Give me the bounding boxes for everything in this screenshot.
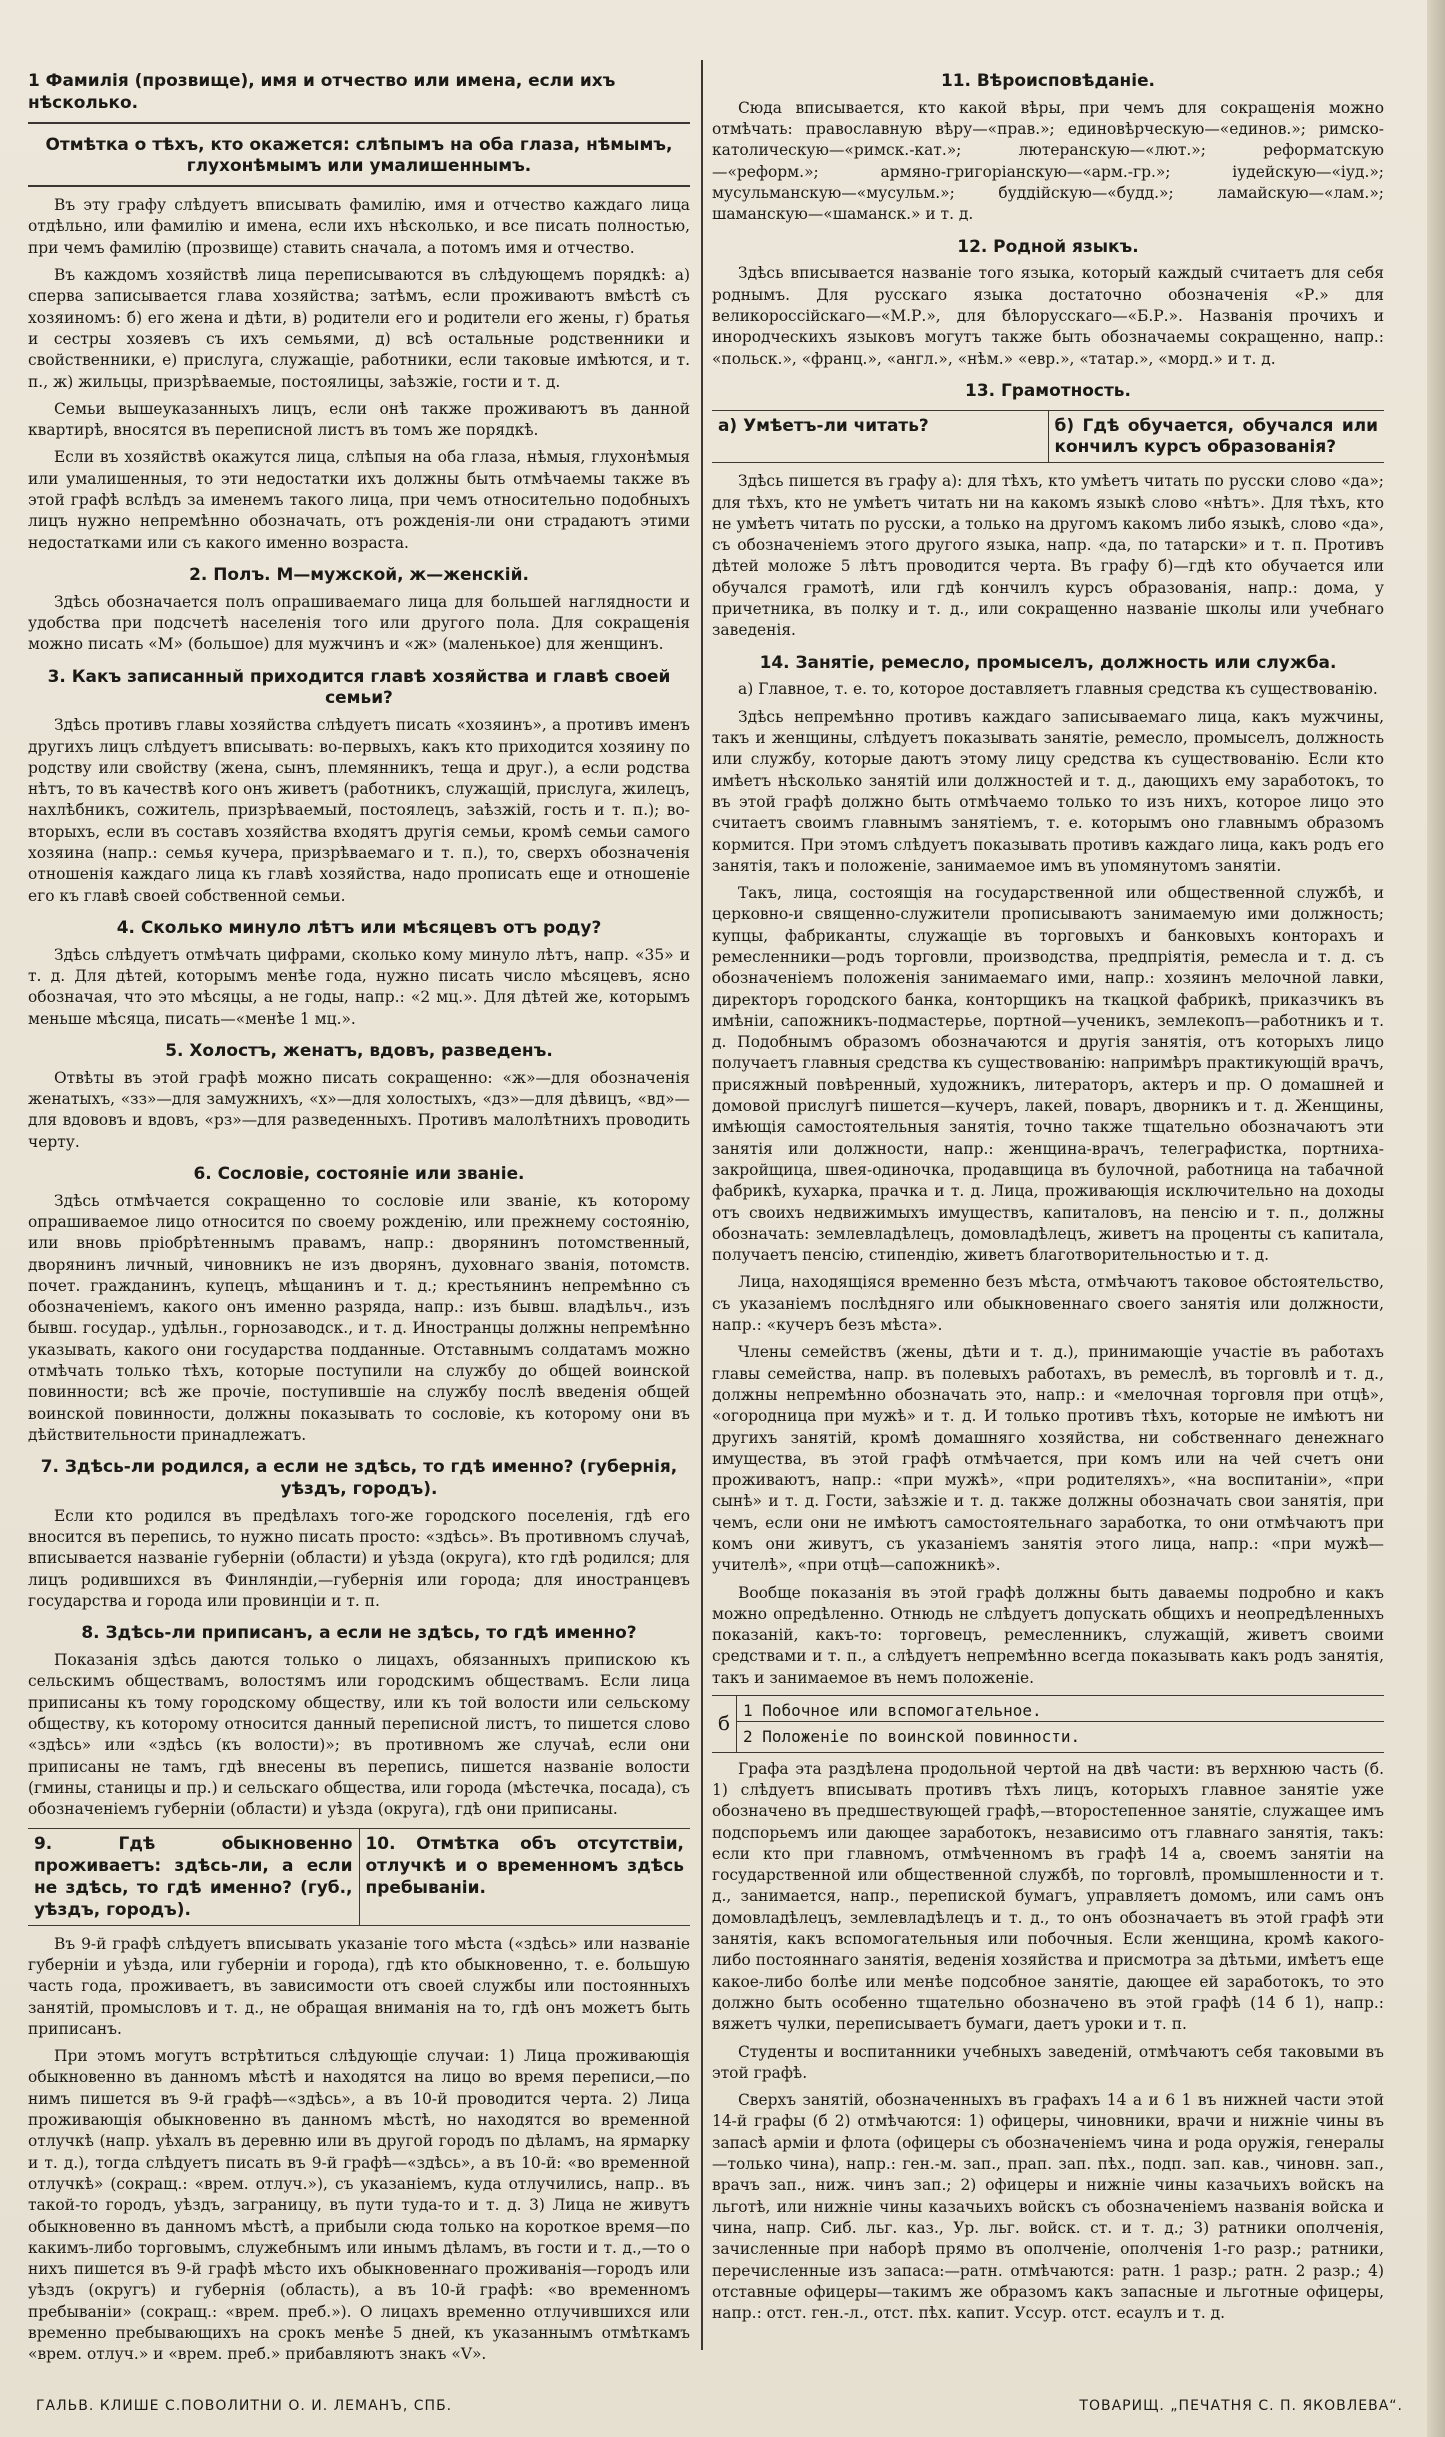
paragraph: Лица, находящіяся временно безъ мѣста, отмѣчаютъ таковое обстоятельство, съ указаніемъ послѣдняго или обыкновеннаго своего занятія или должности, напр.: «кучеръ безъ мѣста». <box>712 1273 1384 1335</box>
paragraph: Здѣсь непремѣнно противъ каждаго записываемаго лица, какъ мужчины, такъ и женщины, слѣдуетъ показывать занятіе, ремесло, промыселъ, должность или службу, которые даютъ этому лицу средства къ существованію. Если кто имѣетъ нѣсколько занятій или должностей и т. д., дающихъ ему заработокъ, то въ этой графѣ должно быть отмѣчаемо только то изъ нихъ, которое лицо это считаетъ своимъ главнымъ занятіемъ, т. е. которымъ оно главнымъ образомъ кормится. При этомъ слѣдуетъ показывать противъ каждаго лица, какъ родъ его занятія, такъ и положеніе, занимаемое имъ въ упомянутомъ занятіи. <box>712 707 1384 875</box>
section-13b-heading: б) Гдѣ обучается, обучался или кончилъ курсъ образованія? <box>1054 414 1378 457</box>
section-14b-letter: б <box>717 1711 731 1736</box>
printer-imprint-left: ГАЛЬВ. КЛИШЕ С.ПОВОЛИТНИ О. И. ЛЕМАНЪ, СПБ. <box>36 2398 453 2414</box>
section-14b2-heading: 2 Положеніе по воинской повинности. <box>743 1727 1081 1747</box>
paragraph: Въ 9-й графѣ слѣдуетъ вписывать указаніе того мѣста («здѣсь» или названіе губерніи и уѣзда, или губерніи и города), гдѣ кто обыкновенно, т. е. большую часть года, проживаетъ, въ зависимости отъ своей службы или постоянныхъ занятій, промысловъ и т. д., не обращая вниманія на то, гдѣ онъ можетъ быть приписанъ. <box>28 1934 690 2038</box>
rule <box>28 122 690 124</box>
section-14b1-heading: 1 Побочное или вспомогательное. <box>737 1700 1384 1722</box>
section-14b-header <box>712 1695 1384 1753</box>
section-14-heading: 14. Занятіе, ремесло, промыселъ, должность или служба. <box>759 651 1337 672</box>
section-7-heading: 7. Здѣсь-ли родился, а если не здѣсь, то гдѣ именно? (губернія, уѣздъ, городъ). <box>40 1456 678 1499</box>
left-column <box>28 60 690 2372</box>
paragraph: Показанія здѣсь даются только о лицахъ, обязанныхъ припискою къ сельскимъ обществамъ, волостямъ или городскимъ обществамъ. Если лица приписаны къ тому городскому обществу, или къ той волости или сельскому обществу, къ которому относится данный переписной листъ, то пишется слово «здѣсь» или «здѣсь (къ волости)»; въ противномъ же случаѣ, если они приписаны не тамъ, гдѣ внесены въ перепись, пишется названіе волости (гмины, станицы и пр.) и сельскаго общества, или города (мѣстечка, посада), съ обозначеніемъ губерніи (области) и уѣзда (округа), гдѣ они приписаны. <box>28 1651 690 1819</box>
section-13a-heading: а) Умѣетъ-ли читать? <box>712 411 1049 463</box>
paragraph: Сюда вписывается, кто какой вѣры, при чемъ для сокращенія можно отмѣчать: православную вѣру—«прав.»; единовѣрческую—«единов.»; римско-католическую—«римск.-кат.»; лютеранскую—«лют.»; реформатскую—«реформ.»; армяно-григоріанскую—«арм.-гр.»; іудейскую—«іуд.»; мусульманскую—«мусульм.»; буддійскую—«будд.»; ламайскую—«лам.»; шаманскую—«шаманск.» и т. д. <box>712 98 1384 224</box>
section-2-heading: 2. Полъ. М—мужской, ж—женскій. <box>189 563 529 584</box>
rule <box>28 185 690 187</box>
paragraph: Семьи вышеуказанныхъ лицъ, если онѣ также проживаютъ въ данной квартирѣ, вносятся въ переписной листъ въ томъ же порядкѣ. <box>28 399 690 440</box>
section-6-heading: 6. Сословіе, состояніе или званіе. <box>193 1162 525 1183</box>
right-column <box>712 60 1384 2330</box>
paragraph: Такъ, лица, состоящія на государственной или общественной службѣ, и церковно-и священно-служители прописываютъ занимаемую ими должность; купцы, фабриканты, служащіе въ торговыхъ и банковыхъ конторахъ и ремесленники—родъ торговли, производства, предпріятія, ремесла и т. д. съ обозначеніемъ положенія занимаемаго ими, напр.: хозяинъ мелочной лавки, директоръ городского банка, конторщикъ на ткацкой фабрикѣ, приказчикъ въ имѣніи, сапожникъ-подмастерье, портной—ученикъ, землекопъ—работникъ и т. д. Подобнымъ образомъ обозначаются и другія занятія, отъ которыхъ лицо получаетъ главныя средства къ существованію: напримѣръ практикующій врачъ, присяжный повѣренный, художникъ, литераторъ, актеръ и пр. О домашней и домовой прислугѣ пишется—кучеръ, лакей, поваръ, дворникъ и т. д. Женщины, имѣющія самостоятельныя занятія, точно также тщательно обозначаютъ эти занятія или должности, напр.: женщина-врачъ, телеграфистка, портниха-закройщица, швея-одиночка, продавщица въ булочной, работница на табачной фабрикѣ, кухарка, прачка и т. д. Лица, проживающія исключительно на доходы отъ своихъ недвижимыхъ имуществъ, капиталовъ, на пенсію и т. п., должны обозначать: землевладѣлецъ, домовладѣлецъ, живетъ на проценты съ капитала, получаетъ пенсію, стипендію, живетъ благотворительностью и т. д. <box>712 884 1384 1265</box>
section-13-columns <box>712 410 1384 464</box>
section-11-heading: 11. Вѣроисповѣданіе. <box>940 70 1155 90</box>
paragraph: Въ каждомъ хозяйствѣ лица переписываются въ слѣдующемъ порядкѣ: а) сперва записывается глава хозяйства; затѣмъ, если проживаютъ вмѣстѣ съ хозяиномъ: б) его жена и дѣти, в) родители его и родители его жены, г) братья и сестры хозяевъ съ ихъ семьями, д) всѣ остальные родственники и свойственники, е) прислуга, служащіе, работники, если таковые имѣются, и т. п., ж) жильцы, призрѣваемые, постоялицы, заѣзжіе, гости и т. д. <box>28 266 690 391</box>
section-9-heading: 9. Гдѣ обыкновенно проживаетъ: здѣсь-ли, а если не здѣсь, то гдѣ именно? (губ., уѣздъ, городъ). <box>28 1829 360 1924</box>
section-1-heading: 1 Фамилія (прозвище), имя и отчество или имена, если ихъ нѣсколько. <box>28 70 616 112</box>
paragraph: При этомъ могутъ встрѣтиться слѣдующіе случаи: 1) Лица проживающія обыкновенно въ данномъ мѣстѣ и находятся на лицо во время переписи,—по нимъ пишется въ 9-й графѣ—«здѣсь», а въ 10-й проводится черта. 2) Лица проживающія обыкновенно въ данномъ мѣстѣ, но находятся во временной отлучкѣ (напр. уѣхалъ въ деревню или въ другой городъ по дѣламъ, на ярмарку и т. д.), тогда слѣдуетъ писать въ 9-й графѣ—«здѣсь», а въ 10-й: «во временной отлучкѣ» (сокращ.: «врем. отлуч.»), съ указаніемъ, куда отлучились, напр.. въ такой-то городъ, уѣздъ, заграницу, въ пути туда-то и т. д. 3) Лица не живутъ обыкновенно въ данномъ мѣстѣ, а прибыли сюда только на короткое время—по какимъ-либо торговымъ, служебнымъ или инымъ дѣламъ, въ гости и т. д.,—то о нихъ пишется въ 9-й графѣ мѣсто ихъ обыкновеннаго проживанія—городъ или уѣздъ (округъ) и губернія (область), а въ 10-й графѣ: «во временномъ пребываніи» (сокращ.: «врем. преб.»). О лицахъ временно отлучившихся или временно пребывающихъ на срокъ менѣе 5 дней, къ указаннымъ отмѣткамъ «врем. отлуч.» и «врем. преб.» прибавляютъ знакъ «V». <box>28 2047 690 2364</box>
printer-imprint-right: ТОВАРИЩ. „ПЕЧАТНЯ С. П. ЯКОВЛЕВА“. <box>1079 2398 1403 2414</box>
paragraph: Студенты и воспитанники учебныхъ заведеній, отмѣчаютъ себя таковыми въ этой графѣ. <box>712 2042 1384 2082</box>
paragraph: Здѣсь слѣдуетъ отмѣчать цифрами, сколько кому минуло лѣтъ, напр. «35» и т. д. Для дѣтей, которымъ менѣе года, нужно писать число мѣсяцевъ, ясно обозначая, что это мѣсяцы, а не годы, напр.: «2 мц.». Для дѣтей же, которымъ меньше мѣсяца, писать—«менѣе 1 мц.». <box>28 945 690 1028</box>
paragraph: Въ эту графу слѣдуетъ вписывать фамилію, имя и отчество каждаго лица отдѣльно, или фамилію и имена, если ихъ нѣсколько, и все писать полностью, при чемъ фамилію (прозвище) ставить сначала, а потомъ имя и отчество. <box>28 196 690 257</box>
paragraph: Здѣсь отмѣчается сокращенно то сословіе или званіе, къ которому опрашиваемое лицо относится по своему рожденію, или прежнему состоянію, или вновь пріобрѣтеннымъ правамъ, напр.: дворянинъ потомственный, дворянинъ личный, чиновникъ не изъ дворянъ, духовнаго званія, потомств. почет. гражданинъ, купецъ, мѣщанинъ и т. д.; крестьянинъ непремѣнно съ обозначеніемъ, какого онъ именно разряда, напр.: изъ бывш. владѣльч., изъ бывш. государ., удѣльн., горнозаводск., и т. д. Иностранцы должны непремѣнно указывать, какого они государства подданные. Отставнымъ солдатамъ можно отмѣчать только тѣхъ, которые поступили на службу до общей воинской повинности; всѣ же прочіе, поступившіе на службу послѣ введенія общей воинской повинности, должны показывать то сословіе, къ которому они въ дѣйствительности принадлежатъ. <box>28 1191 690 1444</box>
paragraph: Здѣсь противъ главы хозяйства слѣдуетъ писать «хозяинъ», а противъ именъ другихъ лицъ слѣдуетъ вписывать: во-первыхъ, какъ кто приходится хозяину по родству или свойству (жена, сынъ, племянникъ, теща и друг.), а если родства нѣтъ, то въ качествѣ кого онъ живетъ (работникъ, служащій, прислуга, жилецъ, нахлѣбникъ, сожитель, призрѣваемый, постоялецъ, заѣзжій, гость и т. п.); во-вторыхъ, если въ составъ хозяйства входятъ другія семьи, кромѣ семьи самого хозяина (напр.: семья кучера, призрѣваемаго и т. п.), то, сверхъ обозначенія отношенія каждаго лица къ главѣ хозяйства, надо прописать еще и отношеніе его къ главѣ своей собственной семьи. <box>28 716 690 905</box>
paragraph: Здѣсь обозначается полъ опрашиваемаго лица для большей наглядности и удобства при подсчетѣ населенія того или другого пола. Для сокращенія можно писать «М» (большое) для мужчинъ и «ж» (маленькое) для женщинъ. <box>28 592 690 654</box>
section-3-heading: 3. Какъ записанный приходится главѣ хозяйства и главѣ своей семьи? <box>47 665 671 708</box>
section-10-heading: 10. Отмѣтка объ отсутствіи, отлучкѣ и о временномъ здѣсь пребываніи. <box>365 1833 684 1898</box>
sections-9-10-header <box>28 1828 690 1925</box>
section-1-subheading: Отмѣтка о тѣхъ, кто окажется: слѣпымъ на оба глаза, нѣмымъ, глухонѣмымъ или умалишеннымъ. <box>45 133 673 176</box>
paragraph: Сверхъ занятій, обозначенныхъ въ графахъ 14 а и 6 1 въ нижней части этой 14-й графы (б 2) отмѣчаются: 1) офицеры, чиновники, врачи и нижніе чины въ запасѣ арміи и флота (офицеры съ обозначеніемъ чина и рода оружія, генералы—только чина), напр.: ген.-м. зап., прап. зап. пѣх., подп. зап. кав., чиновн. зап., врачъ зап., ниж. чинъ зап.; 2) офицеры и нижніе чины казачьихъ войскъ на льготѣ, или нижніе чины казачьихъ войскъ съ обозначеніемъ названія войска и чина, напр. Сиб. льг. каз., Ур. льг. войск. ст. и т. д.; 3) ратники ополченія, зачисленные при наборѣ прямо въ ополченіе, ополченія 1-го разр.; ратники, перечисленные изъ запаса:—ратн. отмѣчаются: ратн. 1 разр.; ратн. 2 разр.; 4) отставные офицеры—такимъ же образомъ какъ запасные и льготные офицеры, напр.: отст. ген.-л., отст. пѣх. капит. Уссур. отст. есаулъ и т. д. <box>712 2091 1384 2323</box>
column-divider <box>701 60 703 2350</box>
paragraph: Вообще показанія въ этой графѣ должны быть даваемы подробно и какъ можно опредѣленно. Отнюдь не слѣдуетъ допускать общихъ и неопредѣленныхъ показаній, какъ-то: торговецъ, ремесленникъ, служащій, живетъ своими средствами и т. п., а слѣдуетъ непремѣнно всегда показывать какъ родъ занятія, такъ и занимаемое въ немъ положеніе. <box>712 1583 1384 1687</box>
page-edge <box>1427 0 1445 2437</box>
paragraph: Члены семействъ (жены, дѣти и т. д.), принимающіе участіе въ работахъ главы семейства, напр. въ полевыхъ работахъ, въ ремеслѣ, въ торговлѣ и т. д., должны непремѣнно обозначать это, напр.: и «мелочная торговля при отцѣ», «огородница при мужѣ» и т. д. И только противъ тѣхъ, которые не имѣютъ ни другихъ занятій, кромѣ домашняго хозяйства, ни собственнаго денежнаго имущества, въ этой графѣ отмѣчается, при комъ или на чей счетъ они проживаютъ, напр.: «при мужѣ», «при родителяхъ», «на воспитаніи», «при сынѣ» и т. д. Гости, заѣзжіе и т. д. также должны обозначать свои занятія, при чемъ, если они не имѣютъ самостоятельнаго заработка, то они отмѣчаютъ при комъ они живутъ, съ указаніемъ занятія этого лица, напр.: «при мужѣ—учителѣ», «при отцѣ—сапожникѣ». <box>712 1343 1384 1575</box>
section-5-heading: 5. Холостъ, женатъ, вдовъ, разведенъ. <box>165 1039 553 1060</box>
paragraph: Здѣсь вписывается названіе того языка, который каждый считаетъ для себя роднымъ. Для русскаго языка достаточно обозначенія «Р.» для великороссійскаго—«М.Р.», для бѣлорусскаго—«Б.Р.». Названія прочихъ и инородческихъ языковъ могутъ также быть обозначаемы сокращенно, напр.: «польск.», «франц.», «англ.», «нѣм.» «евр.», «татар.», «морд.» и т. д. <box>712 264 1384 368</box>
paragraph: Отвѣты въ этой графѣ можно писать сокращенно: «ж»—для обозначенія женатыхъ, «зз»—для замужнихъ, «х»—для холостыхъ, «дз»—для дѣвицъ, «вд»—для вдововъ и вдовъ, «рз»—для разведенныхъ. Противъ малолѣтнихъ проводить черту. <box>28 1068 690 1151</box>
section-8-heading: 8. Здѣсь-ли приписанъ, а если не здѣсь, то гдѣ именно? <box>81 1622 637 1643</box>
paragraph: Графа эта раздѣлена продольной чертой на двѣ части: въ верхнюю часть (б. 1) слѣдуетъ вписывать противъ тѣхъ лицъ, которыхъ главное занятіе уже обозначено въ предшествующей графѣ,—второстепенное занятіе, служащее имъ подспорьемъ или дающее заработокъ, независимо отъ главнаго занятія, такъ: если кто при главномъ, отмѣченномъ въ графѣ 14 а, своемъ занятіи на государственной или общественной службѣ, по торговлѣ, промышленности и т. д., занимается, напр., перепиской бумагъ, управляетъ домомъ, или самъ онъ домовладѣлецъ, землевладѣлецъ и т. д., то онъ обозначаетъ въ этой графѣ эти занятія, какъ вспомогательныя или побочныя. Если женщина, кромѣ какого-либо постояннаго занятія, веденія хозяйства и присмотра за дѣтьми, имѣетъ еще какое-либо болѣе или менѣе подсобное занятіе, дающее ей заработокъ, то это должно быть особенно тщательно обозначено въ этой графѣ (14 б 1), напр.: вяжетъ чулки, переписываетъ бумаги, даетъ уроки и т. п. <box>712 1759 1384 2034</box>
section-13-heading: 13. Грамотность. <box>965 379 1131 400</box>
section-14a-subheading: а) Главное, т. е. то, которое доставляетъ главныя средства къ существованію. <box>738 680 1378 699</box>
section-12-heading: 12. Родной языкъ. <box>957 235 1139 256</box>
paragraph: Если кто родился въ предѣлахъ того-же городского поселенія, гдѣ его вносится въ перепись, то нужно писать просто: «здѣсь». Въ противномъ случаѣ, вписывается названіе губерніи (области) и уѣзда (округа), кто гдѣ родился; для лицъ родившихся въ Финляндіи,—губернія или города; для иностранцевъ государства и города или провинціи и т. п. <box>28 1506 690 1610</box>
paragraph: Если въ хозяйствѣ окажутся лица, слѣпыя на оба глаза, нѣмыя, глухонѣмыя или умалишенныя, то эти недостатки ихъ должны быть отмѣчаемы также въ этой графѣ вслѣдъ за именемъ такого лица, при чемъ относительно подобныхъ лицъ нужно непремѣнно обозначать, отъ рожденія-ли они страдаютъ этими недостатками или съ какого именно возраста. <box>28 448 690 552</box>
paragraph: Здѣсь пишется въ графу а): для тѣхъ, кто умѣетъ читать по русски слово «да»; для тѣхъ, кто не умѣетъ читать ни на какомъ языкѣ слово «нѣтъ». Для тѣхъ, кто не умѣетъ читать по русски, а только на другомъ какомъ либо языкѣ, слово «да», съ обозначеніемъ этого другого языка, напр. «да, по татарски» и т. п. Противъ дѣтей моложе 5 лѣтъ проводится черта. Въ графу б)—гдѣ кто обучается или обучался грамотѣ, или гдѣ кончилъ курсъ образованія, напр.: дома, у причетника, въ полку и т. д., или сокращенно названіе школы или учебнаго заведенія. <box>712 472 1384 640</box>
section-4-heading: 4. Сколько минуло лѣтъ или мѣсяцевъ отъ роду? <box>116 916 602 937</box>
